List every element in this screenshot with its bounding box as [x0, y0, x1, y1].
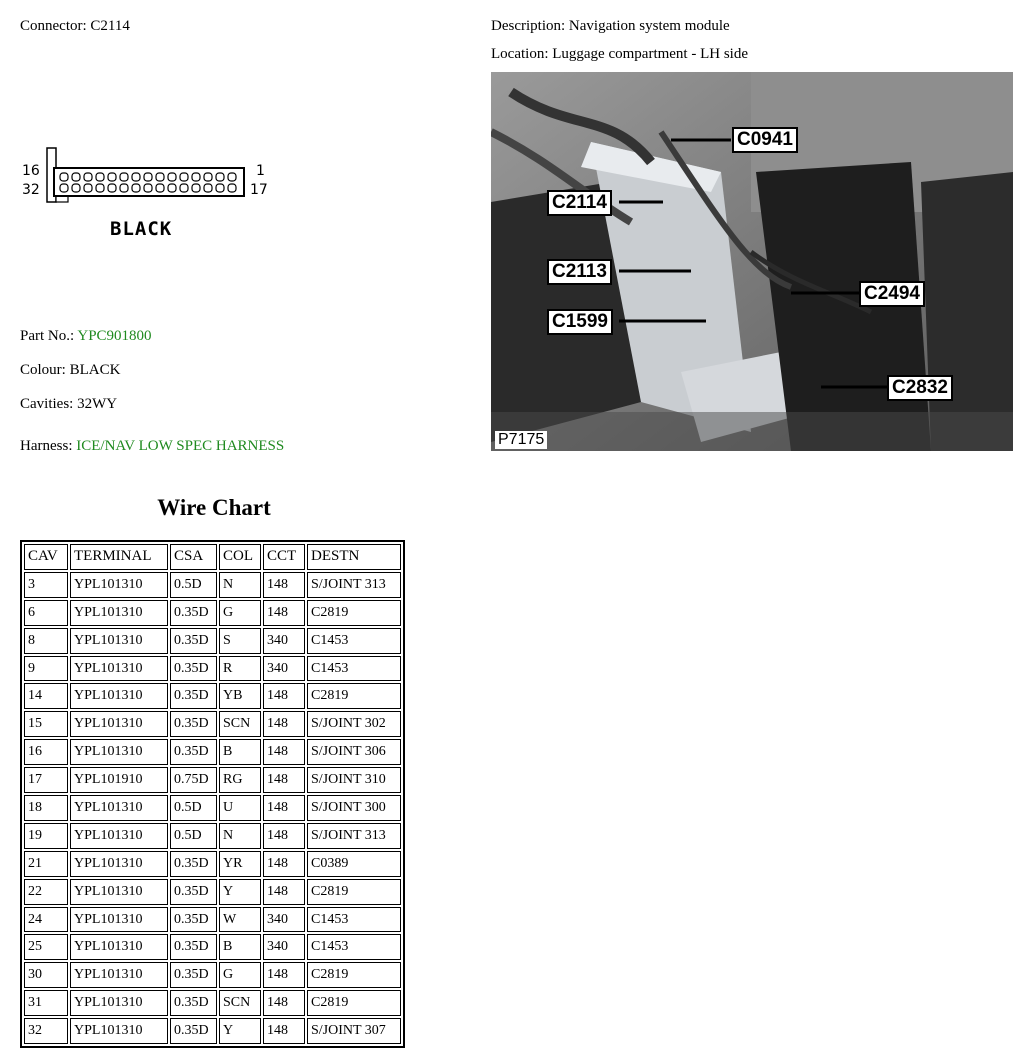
cell-cav: 18	[24, 795, 68, 821]
cavities-field	[20, 396, 117, 413]
callout-c0941: C0941	[732, 127, 798, 153]
cavities-value: 32WY	[77, 396, 118, 412]
cell-cct: 340	[263, 907, 305, 933]
cell-cct: 148	[263, 879, 305, 905]
part-number-label: Part No.:	[20, 328, 75, 344]
cell-csa: 0.35D	[170, 683, 217, 709]
wire-chart-title: Wire Chart	[157, 495, 271, 520]
table-row	[24, 572, 401, 598]
cell-terminal: YPL101310	[70, 572, 168, 598]
connector-value: C2114	[90, 18, 130, 34]
cell-destn: S/JOINT 310	[307, 767, 401, 793]
cell-destn: C0389	[307, 851, 401, 877]
cell-cct: 340	[263, 934, 305, 960]
callout-c2114: C2114	[547, 190, 612, 216]
harness-label: Harness:	[20, 438, 73, 454]
cell-destn: S/JOINT 313	[307, 572, 401, 598]
cell-cct: 340	[263, 656, 305, 682]
cell-terminal: YPL101310	[70, 962, 168, 988]
cell-cav: 19	[24, 823, 68, 849]
cell-destn: S/JOINT 302	[307, 711, 401, 737]
cell-cct: 148	[263, 795, 305, 821]
cell-cct: 148	[263, 739, 305, 765]
cell-cav: 14	[24, 683, 68, 709]
cell-col: YB	[219, 683, 261, 709]
cell-destn: S/JOINT 300	[307, 795, 401, 821]
cell-destn: C2819	[307, 600, 401, 626]
connector-diagram	[18, 146, 288, 246]
cell-cav: 24	[24, 907, 68, 933]
header-destn: DESTN	[307, 544, 401, 570]
cell-col: B	[219, 934, 261, 960]
cell-destn: C2819	[307, 962, 401, 988]
header-col: COL	[219, 544, 261, 570]
photo-code: P7175	[495, 431, 547, 449]
harness-field	[20, 438, 284, 455]
location-photo	[491, 72, 1013, 451]
cell-terminal: YPL101310	[70, 656, 168, 682]
cell-csa: 0.35D	[170, 711, 217, 737]
table-row	[24, 628, 401, 654]
pin-label-top-left: 16	[22, 163, 40, 179]
cell-cav: 3	[24, 572, 68, 598]
callout-c1599: C1599	[547, 309, 613, 335]
location-label: Location:	[491, 46, 549, 62]
wire-chart-header-row	[24, 544, 401, 570]
part-number-link[interactable]: YPC901800	[77, 328, 152, 344]
cell-terminal: YPL101310	[70, 739, 168, 765]
cell-col: W	[219, 907, 261, 933]
cell-cav: 21	[24, 851, 68, 877]
cell-destn: C1453	[307, 934, 401, 960]
cell-csa: 0.35D	[170, 739, 217, 765]
table-row	[24, 907, 401, 933]
cell-cav: 8	[24, 628, 68, 654]
cell-terminal: YPL101310	[70, 990, 168, 1016]
cell-terminal: YPL101310	[70, 934, 168, 960]
cell-cct: 148	[263, 683, 305, 709]
cell-csa: 0.35D	[170, 600, 217, 626]
cell-cct: 148	[263, 823, 305, 849]
header-cav: CAV	[24, 544, 68, 570]
cell-terminal: YPL101310	[70, 600, 168, 626]
location-value: Luggage compartment - LH side	[552, 46, 749, 62]
cell-terminal: YPL101310	[70, 711, 168, 737]
cell-terminal: YPL101310	[70, 907, 168, 933]
pin-label-bottom-left: 32	[22, 182, 40, 198]
header-cct: CCT	[263, 544, 305, 570]
table-row	[24, 600, 401, 626]
header-terminal: TERMINAL	[70, 544, 168, 570]
cell-cct: 148	[263, 711, 305, 737]
table-row	[24, 683, 401, 709]
cell-col: R	[219, 656, 261, 682]
cell-terminal: YPL101310	[70, 823, 168, 849]
table-row	[24, 879, 401, 905]
cell-cav: 17	[24, 767, 68, 793]
cell-col: SCN	[219, 711, 261, 737]
cell-csa: 0.35D	[170, 962, 217, 988]
table-row	[24, 823, 401, 849]
cell-col: G	[219, 962, 261, 988]
cell-destn: C1453	[307, 656, 401, 682]
cell-terminal: YPL101310	[70, 879, 168, 905]
table-row	[24, 990, 401, 1016]
cell-col: RG	[219, 767, 261, 793]
cell-cct: 148	[263, 990, 305, 1016]
cell-csa: 0.5D	[170, 795, 217, 821]
wire-chart-table	[20, 540, 405, 1048]
cell-col: G	[219, 600, 261, 626]
cell-csa: 0.35D	[170, 990, 217, 1016]
cell-csa: 0.75D	[170, 767, 217, 793]
cell-cav: 32	[24, 1018, 68, 1044]
cell-cct: 148	[263, 1018, 305, 1044]
cell-terminal: YPL101310	[70, 683, 168, 709]
cell-csa: 0.35D	[170, 879, 217, 905]
connector-label: Connector:	[20, 18, 87, 34]
table-row	[24, 962, 401, 988]
cell-cct: 148	[263, 851, 305, 877]
cell-cct: 340	[263, 628, 305, 654]
connector-colour-label: BLACK	[110, 218, 173, 240]
cell-destn: S/JOINT 306	[307, 739, 401, 765]
cell-destn: S/JOINT 307	[307, 1018, 401, 1044]
cell-col: S	[219, 628, 261, 654]
description-field	[491, 18, 730, 35]
pin-label-bottom-right: 17	[250, 182, 268, 198]
cell-destn: C2819	[307, 879, 401, 905]
cavities-label: Cavities:	[20, 396, 74, 412]
cell-terminal: YPL101310	[70, 1018, 168, 1044]
connector-face-icon	[18, 146, 288, 216]
cell-destn: C2819	[307, 990, 401, 1016]
cell-csa: 0.35D	[170, 1018, 217, 1044]
cell-csa: 0.35D	[170, 934, 217, 960]
cell-csa: 0.35D	[170, 851, 217, 877]
table-row	[24, 656, 401, 682]
colour-label: Colour:	[20, 362, 66, 378]
callout-c2832: C2832	[887, 375, 953, 401]
cell-terminal: YPL101310	[70, 795, 168, 821]
cell-destn: C1453	[307, 628, 401, 654]
table-row	[24, 1018, 401, 1044]
cell-col: YR	[219, 851, 261, 877]
cell-csa: 0.35D	[170, 656, 217, 682]
cell-cct: 148	[263, 767, 305, 793]
colour-field	[20, 362, 120, 379]
cell-col: SCN	[219, 990, 261, 1016]
cell-col: Y	[219, 879, 261, 905]
connector-field	[20, 18, 130, 35]
cell-destn: C1453	[307, 907, 401, 933]
header-csa: CSA	[170, 544, 217, 570]
pin-label-top-right: 1	[256, 163, 265, 179]
table-row	[24, 739, 401, 765]
cell-cav: 31	[24, 990, 68, 1016]
cell-csa: 0.35D	[170, 907, 217, 933]
cell-csa: 0.35D	[170, 628, 217, 654]
location-field	[491, 46, 748, 63]
cell-col: B	[219, 739, 261, 765]
cell-csa: 0.5D	[170, 572, 217, 598]
table-row	[24, 711, 401, 737]
table-row	[24, 934, 401, 960]
description-value: Navigation system module	[568, 18, 730, 34]
callout-c2113: C2113	[547, 259, 612, 285]
cell-col: N	[219, 823, 261, 849]
cell-cav: 25	[24, 934, 68, 960]
cell-terminal: YPL101310	[70, 851, 168, 877]
cell-cct: 148	[263, 572, 305, 598]
cell-cav: 15	[24, 711, 68, 737]
cell-col: U	[219, 795, 261, 821]
cell-cav: 16	[24, 739, 68, 765]
cell-destn: S/JOINT 313	[307, 823, 401, 849]
description-label: Description:	[491, 18, 566, 34]
table-row	[24, 767, 401, 793]
part-number-field	[20, 328, 152, 345]
colour-value: BLACK	[69, 362, 121, 378]
cell-terminal: YPL101310	[70, 628, 168, 654]
cell-cav: 22	[24, 879, 68, 905]
cell-cav: 6	[24, 600, 68, 626]
cell-csa: 0.5D	[170, 823, 217, 849]
harness-link[interactable]: ICE/NAV LOW SPEC HARNESS	[76, 438, 285, 454]
cell-col: Y	[219, 1018, 261, 1044]
cell-cav: 30	[24, 962, 68, 988]
cell-destn: C2819	[307, 683, 401, 709]
cell-cct: 148	[263, 962, 305, 988]
table-row	[24, 851, 401, 877]
cell-col: N	[219, 572, 261, 598]
cell-cct: 148	[263, 600, 305, 626]
callout-c2494: C2494	[859, 281, 925, 307]
cell-terminal: YPL101910	[70, 767, 168, 793]
cell-cav: 9	[24, 656, 68, 682]
table-row	[24, 795, 401, 821]
